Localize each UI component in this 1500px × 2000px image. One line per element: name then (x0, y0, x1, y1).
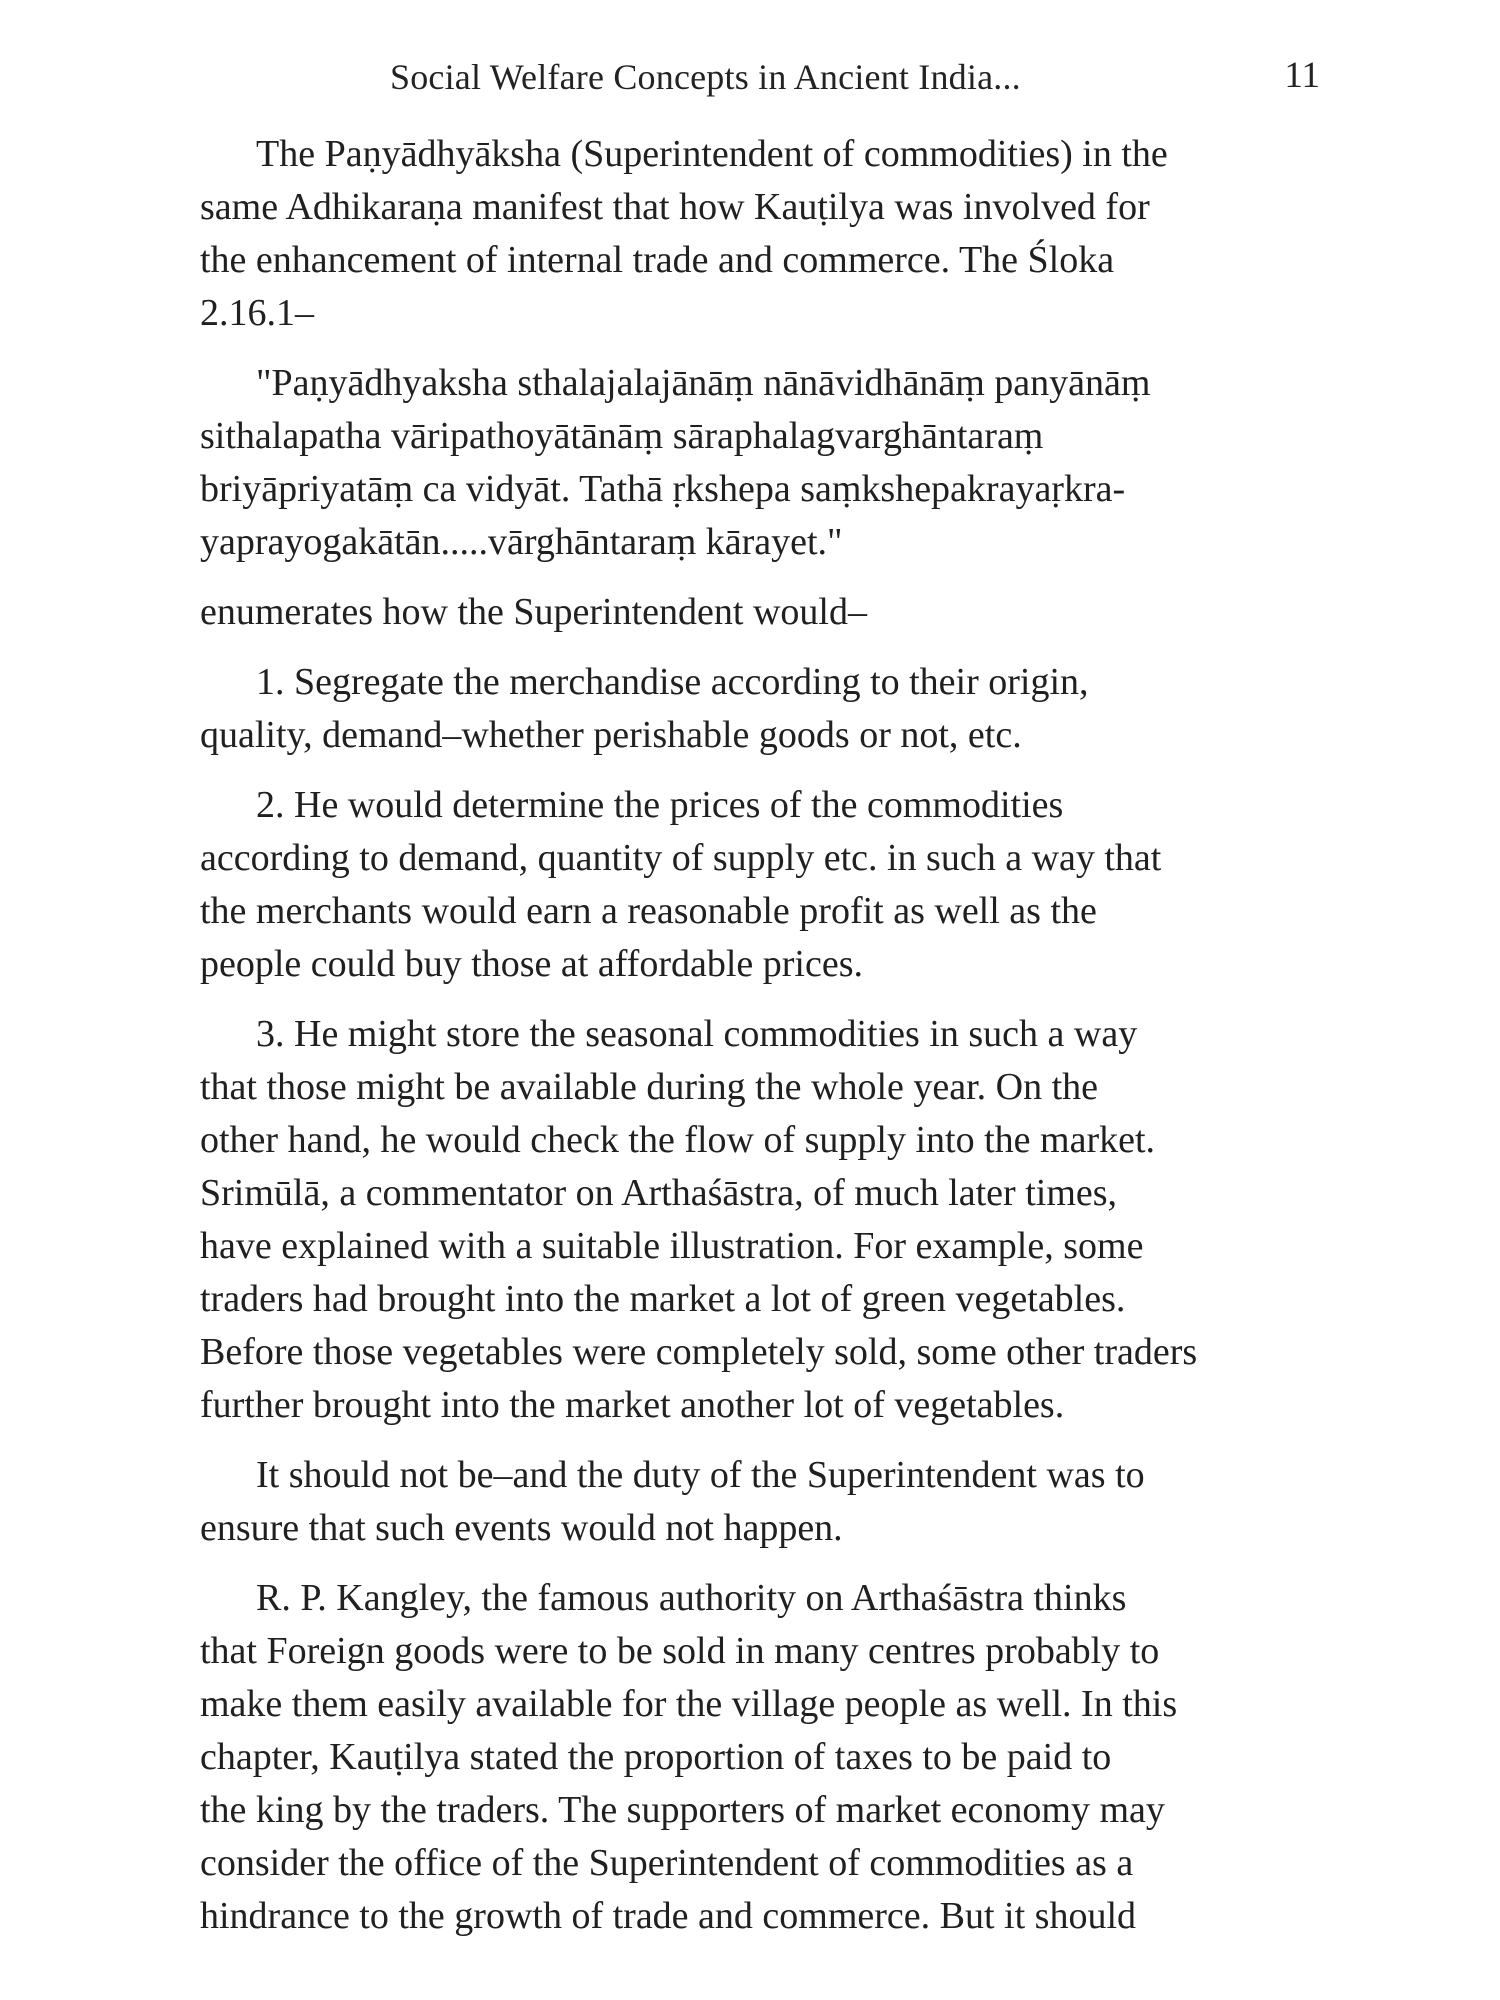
paragraph-enumerates: enumerates how the Superintendent would– (200, 591, 867, 633)
list-item-2: 2. He would determine the prices of the commodities according to demand, quantity of supply etc. in such a way that the merchants would earn a reasonable profit as well as the people could buy those at affordable prices. (200, 784, 1162, 985)
paragraph-duty: It should not be–and the duty of the Superintendent was to ensure that such events would not happen. (200, 1454, 1145, 1549)
running-header (200, 48, 1320, 104)
paragraph-kangley: R. P. Kangley, the famous authority on Arthaśāstra thinks that Foreign goods were to be sold in many centres probably to make them easily available for the village people as well. In this chapter, Kauṭilya stated the proportion of taxes to be paid to the king by the traders. The supporters of market economy may consider the office of the Superintendent of commodities as a hindrance to the growth of trade and commerce. But it should (200, 1577, 1178, 1937)
sanskrit-quote: "Paṇyādhyaksha sthalajalajānāṃ nānāvidhānāṃ panyānāṃ sithalapatha vāripathoyātānāṃ sāraphalagvarghāntaraṃ briyāpriyatāṃ ca vidyāt. Tathā ṛkshepa saṃkshepakrayaṛkra- yaprayogakātān.....vārghāntaraṃ kārayet." (200, 362, 1151, 563)
list-item-3: 3. He might store the seasonal commodities in such a way that those might be available during the whole year. On the other hand, he would check the flow of supply into the market. Srimūlā, a commentator on Arthaśāstra, of much later times, have explained with a suitable illustration. For example, some traders had brought into the market a lot of green vegetables. Before those vegetables were completely sold, some other traders further brought into the market another lot of vegetables. (200, 1013, 1198, 1426)
body-text (200, 128, 1320, 1943)
list-item-1: 1. Segregate the merchandise according to their origin, quality, demand–whether perishable goods or not, etc. (200, 661, 1089, 756)
page-number: 11 (1284, 55, 1320, 96)
paragraph-panyadhyaksha-intro: The Paṇyādhyāksha (Superintendent of commodities) in the same Adhikaraṇa manifest that how Kauṭilya was involved for the enhancement of internal trade and commerce. The Śloka 2.16.1– (200, 133, 1168, 334)
running-title: Social Welfare Concepts in Ancient India... (390, 57, 1021, 97)
